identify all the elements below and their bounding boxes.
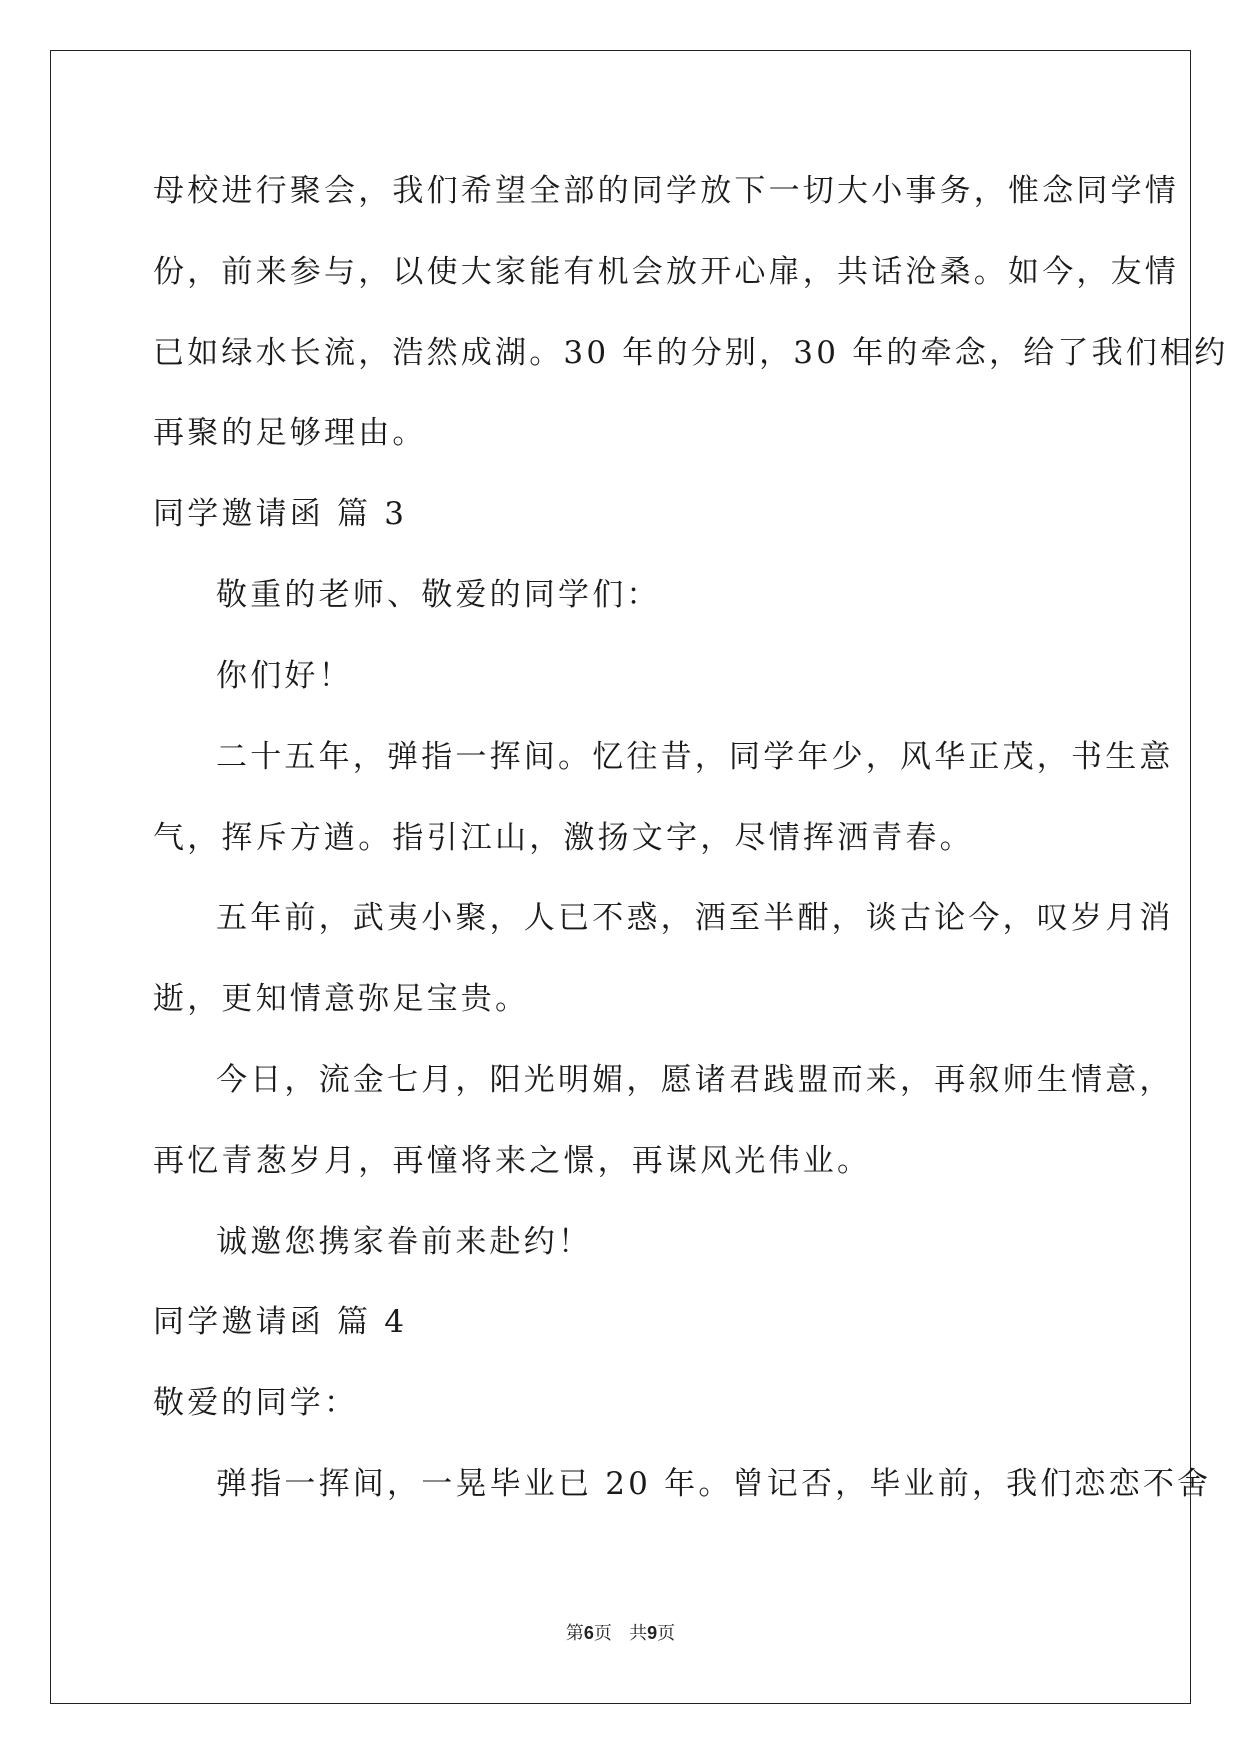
body-line: 诚邀您携家眷前来赴约！ (216, 1224, 593, 1260)
body-line: 已如绿水长流，浩然成湖。30 年的分别，30 年的牵念，给了我们相约 (153, 335, 1229, 371)
greeting: 你们好！ (216, 658, 353, 694)
footer-page-suffix: 页 (593, 1623, 612, 1644)
body-line: 二十五年，弹指一挥间。忆往昔，同学年少，风华正茂，书生意 (216, 739, 1174, 775)
body-line: 份，前来参与，以使大家能有机会放开心扉，共话沧桑。如今，友情 (153, 254, 1179, 290)
body-line: 气，挥斥方遒。指引江山，激扬文字，尽情挥洒青春。 (153, 820, 974, 856)
body-line: 母校进行聚会，我们希望全部的同学放下一切大小事务，惟念同学情 (153, 173, 1179, 209)
section-heading: 同学邀请函 篇 3 (153, 496, 408, 532)
body-line: 逝，更知情意弥足宝贵。 (153, 981, 530, 1017)
footer-prefix: 第 (565, 1623, 584, 1644)
body-line: 再忆青葱岁月，再憧将来之憬，再谋风光伟业。 (153, 1143, 872, 1179)
page-border (50, 50, 1191, 1704)
page-footer (0, 1622, 1241, 1645)
body-line: 五年前，武夷小聚，人已不惑，酒至半酣，谈古论今，叹岁月消 (216, 900, 1174, 936)
footer-total-suffix: 页 (657, 1623, 676, 1644)
total-pages-number: 9 (647, 1623, 658, 1643)
salutation: 敬重的老师、敬爱的同学们： (216, 577, 661, 613)
body-line: 今日，流金七月，阳光明媚，愿诸君践盟而来，再叙师生情意， (216, 1062, 1174, 1098)
section-heading: 同学邀请函 篇 4 (153, 1304, 408, 1340)
footer-total-prefix: 共 (629, 1623, 648, 1644)
salutation: 敬爱的同学： (153, 1385, 359, 1421)
current-page-number: 6 (583, 1623, 594, 1643)
body-line: 弹指一挥间，一晃毕业已 20 年。曾记否，毕业前，我们恋恋不舍 (216, 1466, 1212, 1502)
body-line: 再聚的足够理由。 (153, 415, 427, 451)
